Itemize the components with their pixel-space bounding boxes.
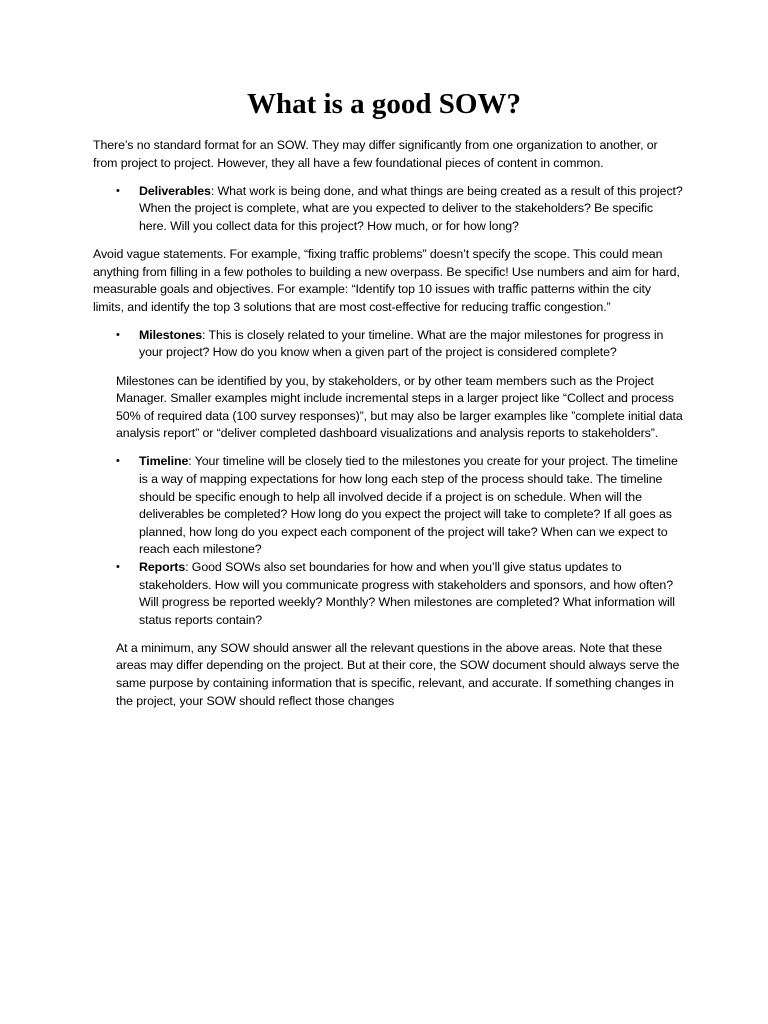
intro-paragraph: There’s no standard format for an SOW. They may differ significantly from one organization to another, or from project to project. However, they all have a few foundational pieces of content in common. <box>93 138 658 170</box>
avoid-vague-paragraph: Avoid vague statements. For example, “fixing traffic problems” doesn’t specify the scope. This could mean anything from filling in a few potholes to building a new overpass. Be specific! Use numbers and aim for hard, measurable goals and objectives. For example: “Identify top 10 issues with traffic patterns within the city limits, and identify the top 3 solutions that are most cost-effective for reducing traffic congestion.” <box>93 246 680 314</box>
list-item-timeline <box>93 453 683 559</box>
bullet-icon: • <box>116 560 120 573</box>
milestones-text: : This is closely related to your timeline. What are the major milestones for progress in your project? How do you know when a given part of the project is considered complete? <box>139 327 664 360</box>
page-title: What is a good SOW? <box>247 88 521 120</box>
term-timeline: Timeline <box>139 454 189 469</box>
timeline-text: : Your timeline will be closely tied to the milestones you create for your project. The timeline is a way of mapping expectations for how long each step of the process should take. The timeline should be specific enough to help all involved decide if a project is on schedule. When will the deliverables be completed? How long do you expect the project will take to complete? If all goes as planned, how long do you expect each component of the project will take? When can we expect to reach each milestone? <box>139 454 678 557</box>
bullet-icon: • <box>116 328 120 341</box>
bullet-icon: • <box>116 184 120 197</box>
document-body <box>93 137 683 721</box>
list-item-deliverables <box>93 183 683 236</box>
milestones-list <box>93 327 683 362</box>
term-deliverables: Deliverables <box>139 183 211 198</box>
list-item-reports <box>93 559 683 629</box>
list-item-milestones <box>93 327 683 362</box>
milestones-paragraph: Milestones can be identified by you, by stakeholders, or by other team members such as the Project Manager. Smaller examples might include incremental steps in a larger project like “Collect and process 50% of required data (100 survey responses)”, but may also be larger examples like ”complete initial data analysis report” or “deliver completed dashboard visualizations and analysis reports to stakeholders”. <box>116 373 683 441</box>
term-reports: Reports <box>139 559 186 574</box>
conclusion-paragraph: At a minimum, any SOW should answer all the relevant questions in the above areas. Note that these areas may differ depending on the project. But at their core, the SOW document should always serve the same purpose by containing information that is specific, relevant, and accurate. If something changes in the project, your SOW should reflect those changes <box>116 640 680 708</box>
timeline-reports-list <box>93 453 683 629</box>
bullet-icon: • <box>116 455 120 468</box>
term-milestones: Milestones <box>139 327 203 342</box>
deliverables-list <box>93 183 683 236</box>
deliverables-text: : What work is being done, and what things are being created as a result of this project? When the project is complete, what are you expected to deliver to the stakeholders? Be specific here. Will you collect data for this project? How much, or for how long? <box>139 183 683 233</box>
reports-text: : Good SOWs also set boundaries for how and when you’ll give status updates to stakeholders. How will you communicate progress with stakeholders and sponsors, and how often? Will progress be reported weekly? Monthly? When milestones are completed? What information will status reports contain? <box>139 559 675 627</box>
